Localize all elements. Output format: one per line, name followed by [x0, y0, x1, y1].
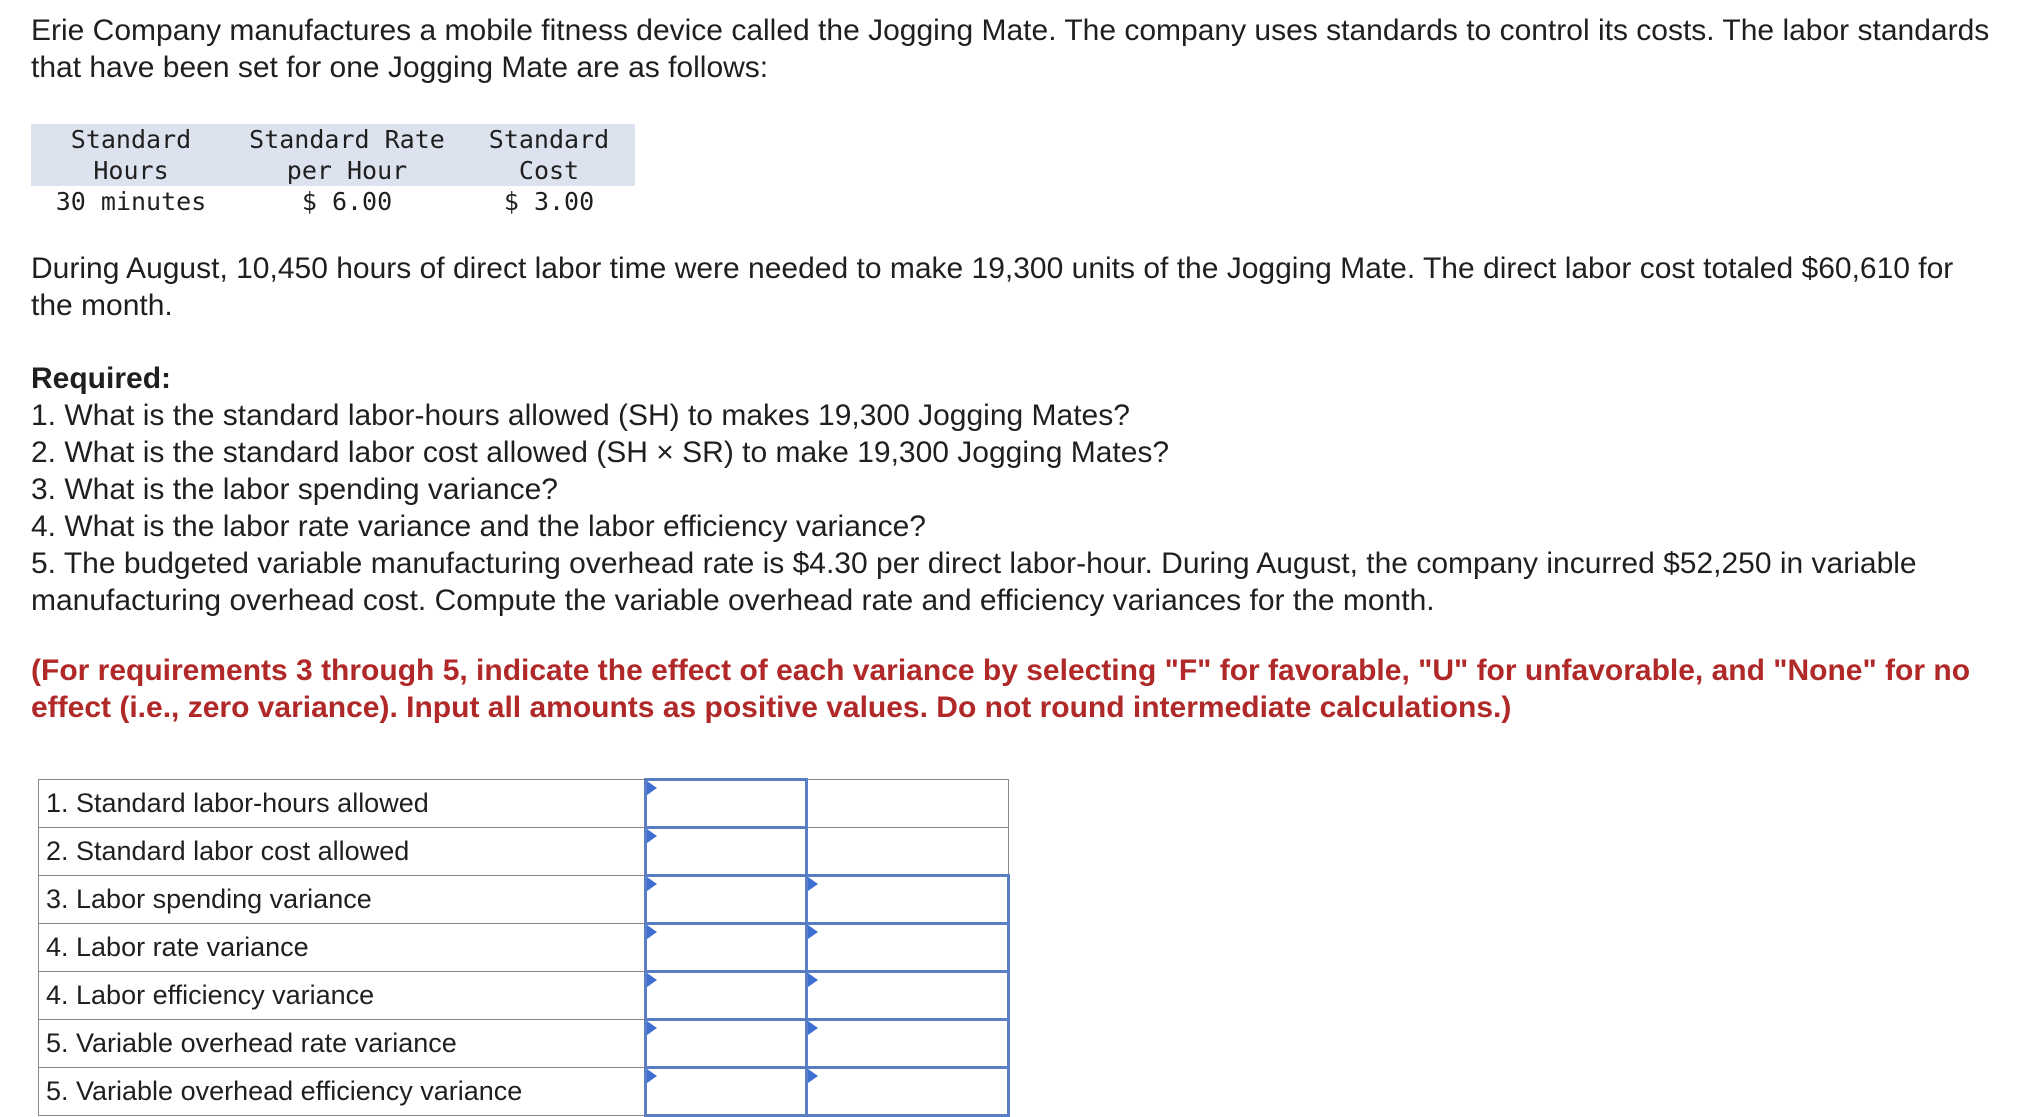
- required-item-3: 3. What is the labor spending variance?: [31, 473, 558, 506]
- instructions-note: (For requirements 3 through 5, indicate the effect of each variance by selecting "F" for favorable, "U" for unfavorable, and "None" for no effect (i.e., zero variance). Input all amounts as positive values. Do not round intermediate calculations.): [31, 654, 1971, 724]
- answer-row-label: 5. Variable overhead rate variance: [39, 1020, 646, 1068]
- effect-cell: [807, 1068, 1009, 1116]
- required-item-2: 2. What is the standard labor cost allowed (SH × SR) to make 19,300 Jogging Mates?: [31, 436, 1170, 469]
- input-marker-icon: [647, 829, 657, 843]
- effect-select[interactable]: [808, 1021, 1007, 1066]
- amount-input[interactable]: [647, 781, 805, 826]
- august-facts-paragraph: During August, 10,450 hours of direct labor time were needed to make 19,300 units of the Jogging Mate. The direct labor cost totaled $60,610 for the month.: [31, 252, 1954, 322]
- header-standard-cost-line1: Standard: [488, 125, 610, 154]
- effect-select[interactable]: [808, 973, 1007, 1018]
- empty-effect-cell: [807, 828, 1009, 876]
- answer-row-label: 2. Standard labor cost allowed: [39, 828, 646, 876]
- answer-row-label: 3. Labor spending variance: [39, 876, 646, 924]
- answer-row: [39, 828, 1009, 876]
- header-standard-rate-line2: per Hour: [286, 156, 408, 185]
- dropdown-marker-icon: [808, 1021, 818, 1035]
- dropdown-marker-icon: [808, 925, 818, 939]
- input-marker-icon: [647, 1069, 657, 1083]
- input-marker-icon: [647, 973, 657, 987]
- value-standard-cost: $ 3.00: [503, 187, 595, 216]
- dropdown-marker-icon: [808, 973, 818, 987]
- empty-effect-cell: [807, 780, 1009, 828]
- effect-select[interactable]: [808, 877, 1007, 922]
- effect-cell: [807, 924, 1009, 972]
- input-marker-icon: [647, 781, 657, 795]
- intro-paragraph: Erie Company manufactures a mobile fitness device called the Jogging Mate. The company uses standards to control its costs. The labor standards that have been set for one Jogging Mate are as follows:: [31, 14, 1990, 84]
- answer-row: [39, 876, 1009, 924]
- answer-row: [39, 1020, 1009, 1068]
- header-standard-cost-line2: Cost: [518, 156, 580, 185]
- amount-input[interactable]: [647, 1069, 805, 1114]
- amount-input[interactable]: [647, 973, 805, 1018]
- answer-row: [39, 972, 1009, 1020]
- amount-cell: [646, 1068, 807, 1116]
- effect-cell: [807, 876, 1009, 924]
- labor-standards-table: [31, 124, 635, 217]
- dropdown-marker-icon: [808, 877, 818, 891]
- effect-cell: [807, 1020, 1009, 1068]
- value-standard-rate: $ 6.00: [301, 187, 393, 216]
- header-standard-rate: [231, 124, 463, 186]
- amount-cell: [646, 924, 807, 972]
- amount-input[interactable]: [647, 829, 805, 874]
- input-marker-icon: [647, 1021, 657, 1035]
- amount-cell: [646, 780, 807, 828]
- value-standard-hours: 30 minutes: [55, 187, 207, 216]
- required-item-1: 1. What is the standard labor-hours allowed (SH) to makes 19,300 Jogging Mates?: [31, 399, 1130, 432]
- standards-header-row: [31, 124, 635, 186]
- amount-cell: [646, 1020, 807, 1068]
- amount-cell: [646, 828, 807, 876]
- standards-value-row: [31, 186, 635, 217]
- answer-row-label: 1. Standard labor-hours allowed: [39, 780, 646, 828]
- input-marker-icon: [647, 925, 657, 939]
- required-title: Required:: [31, 362, 172, 395]
- answer-row-label: 5. Variable overhead efficiency variance: [39, 1068, 646, 1116]
- header-standard-hours-line2: Hours: [93, 156, 169, 185]
- required-item-4: 4. What is the labor rate variance and the labor efficiency variance?: [31, 510, 926, 543]
- header-standard-cost: [463, 124, 635, 186]
- effect-cell: [807, 972, 1009, 1020]
- required-section: [31, 360, 1991, 619]
- amount-input[interactable]: [647, 925, 805, 970]
- effect-select[interactable]: [808, 1069, 1007, 1114]
- answer-row-label: 4. Labor rate variance: [39, 924, 646, 972]
- required-item-5: 5. The budgeted variable manufacturing overhead rate is $4.30 per direct labor-hour. During August, the company incurred $52,250 in variable manufacturing overhead cost. Compute the variable overhead rate and efficiency variances for the month.: [31, 547, 1917, 617]
- answer-row-label: 4. Labor efficiency variance: [39, 972, 646, 1020]
- effect-select[interactable]: [808, 925, 1007, 970]
- answer-row: [39, 924, 1009, 972]
- amount-cell: [646, 876, 807, 924]
- answer-row: [39, 780, 1009, 828]
- amount-input[interactable]: [647, 877, 805, 922]
- dropdown-marker-icon: [808, 1069, 818, 1083]
- input-marker-icon: [647, 877, 657, 891]
- amount-cell: [646, 972, 807, 1020]
- answer-row: [39, 1068, 1009, 1116]
- header-standard-rate-line1: Standard Rate: [249, 125, 445, 154]
- amount-input[interactable]: [647, 1021, 805, 1066]
- header-standard-hours-line1: Standard: [70, 125, 192, 154]
- header-standard-hours: [31, 124, 231, 186]
- answer-table: [38, 778, 1010, 1117]
